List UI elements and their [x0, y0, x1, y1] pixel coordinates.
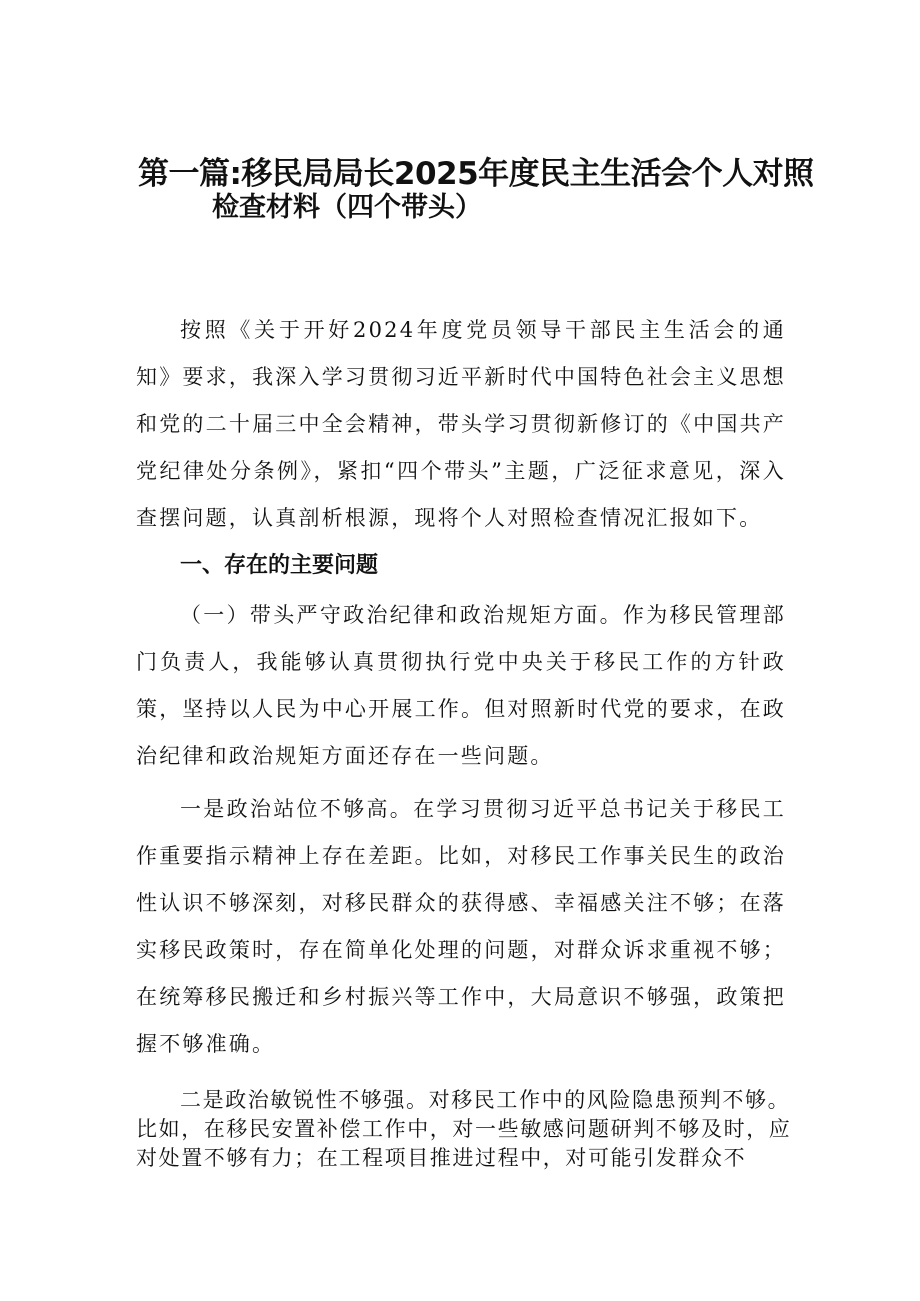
paragraph-political-sensitivity: 二是政治敏锐性不够强。对移民工作中的风险隐患预判不够。比如，在移民安置补偿工作中，对一些敏感问题研判不够及时，应对处置不够有力；在工程项目推进过程中，对可能引发群众不 — [136, 1088, 792, 1170]
intro-paragraph: 按照《关于开好2024年度党员领导干部民主生活会的通知》要求，我深入学习贯彻习近平新时代中国特色社会主义思想和党的二十届三中全会精神，带头学习贯彻新修订的《中国共产党纪律处分条例》，紧扣“四个带头”主题，广泛征求意见，深入查摆问题，认真剖析根源，现将个人对照检查情况汇报如下。 — [136, 318, 786, 530]
section-heading: 一、存在的主要问题 — [180, 553, 379, 578]
paragraph-political-stance: 一是政治站位不够高。在学习贯彻习近平总书记关于移民工作重要指示精神上存在差距。比如，对移民工作事关民生的政治性认识不够深刻，对移民群众的获得感、幸福感关注不够；在落实移民政策时，存在简单化处理的问题，对群众诉求重视不够；在统筹移民搬迁和乡村振兴等工作中，大局意识不够强，政策把握不够准确。 — [136, 797, 786, 1056]
paragraph-political-discipline: （一）带头严守政治纪律和政治规矩方面。作为移民管理部门负责人，我能够认真贯彻执行党中央关于移民工作的方针政策，坚持以人民为中心开展工作。但对照新时代党的要求，在政治纪律和政治规矩方面还存在一些问题。 — [136, 603, 786, 768]
document-title: 第一篇:移民局局长2025年度民主生活会个人对照 — [138, 156, 814, 192]
document-subtitle: 检查材料（四个带头） — [212, 192, 482, 223]
